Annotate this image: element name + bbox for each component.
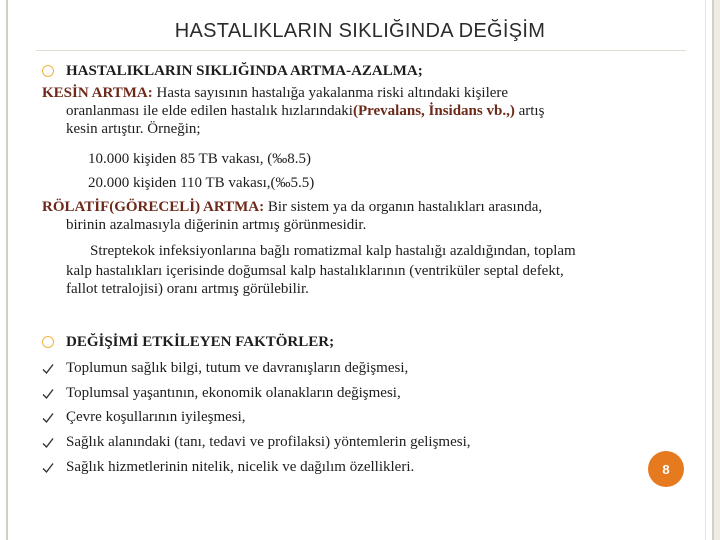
factor-item: Toplumun sağlık bilgi, tutum ve davranışların değişmesi,: [66, 360, 409, 376]
right-inner-border: [705, 0, 706, 540]
check-icon: [42, 462, 54, 474]
slide-title: HASTALIKLARIN SIKLIĞINDA DEĞİŞİM: [174, 20, 546, 42]
section1-bullet-icon: [42, 65, 54, 77]
kesin-line-2: [66, 102, 544, 120]
factor-item: Sağlık alanındaki (tanı, tedavi ve profilaksi) yöntemlerin gelişmesi,: [66, 434, 471, 450]
section2-heading: DEĞİŞİMİ ETKİLEYEN FAKTÖRLER;: [66, 334, 335, 350]
strep-line-2: kalp hastalıkları içerisinde doğumsal kalp hastalıklarının (ventriküler septal defekt,: [66, 263, 564, 279]
relative-label: RÖLATİF(GÖRECELİ) ARTMA:: [42, 199, 265, 215]
title-divider: [36, 50, 686, 51]
kesin-text-2c: artış: [514, 103, 545, 119]
example-2: 20.000 kişiden 110 TB vakası,(‰5.5): [88, 175, 315, 191]
kesin-text-1: Hasta sayısının hastalığa yakalanma riski altındaki kişilere: [152, 85, 509, 101]
kesin-line-1: [42, 84, 508, 102]
relative-line-1: [42, 198, 542, 216]
kesin-line-3: kesin artıştır. Örneğin;: [66, 121, 201, 137]
example-1: 10.000 kişiden 85 TB vakası, (‰8.5): [88, 151, 312, 167]
section1-heading: HASTALIKLARIN SIKLIĞINDA ARTMA-AZALMA;: [66, 63, 423, 79]
kesin-label: KESİN ARTMA:: [42, 85, 153, 101]
page-number-badge: 8: [648, 451, 684, 487]
relative-text-1: Bir sistem ya da organın hastalıkları arasında,: [264, 199, 543, 215]
check-icon: [42, 388, 54, 400]
check-icon: [42, 412, 54, 424]
relative-line-2: birinin azalmasıyla diğerinin artmış görünmesidir.: [66, 217, 367, 233]
strep-line-3: fallot tetralojisi) oranı artmış görülebilir.: [66, 281, 309, 297]
kesin-text-2a: oranlanması ile elde edilen hastalık hızlarındaki: [66, 103, 353, 119]
factor-item: Sağlık hizmetlerinin nitelik, nicelik ve dağılım özellikleri.: [66, 459, 415, 475]
section2-bullet-icon: [42, 336, 54, 348]
left-border: [6, 0, 8, 540]
right-shadow: [714, 0, 720, 540]
factor-item: Çevre koşullarının iyileşmesi,: [66, 409, 246, 425]
check-icon: [42, 363, 54, 375]
check-icon: [42, 437, 54, 449]
factor-item: Toplumsal yaşantının, ekonomik olanakların değişmesi,: [66, 385, 401, 401]
kesin-text-2b: (Prevalans, İnsidans vb.,): [352, 103, 515, 119]
strep-line-1: Streptekok infeksiyonlarına bağlı romatizmal kalp hastalığı azaldığından, toplam: [90, 243, 576, 259]
